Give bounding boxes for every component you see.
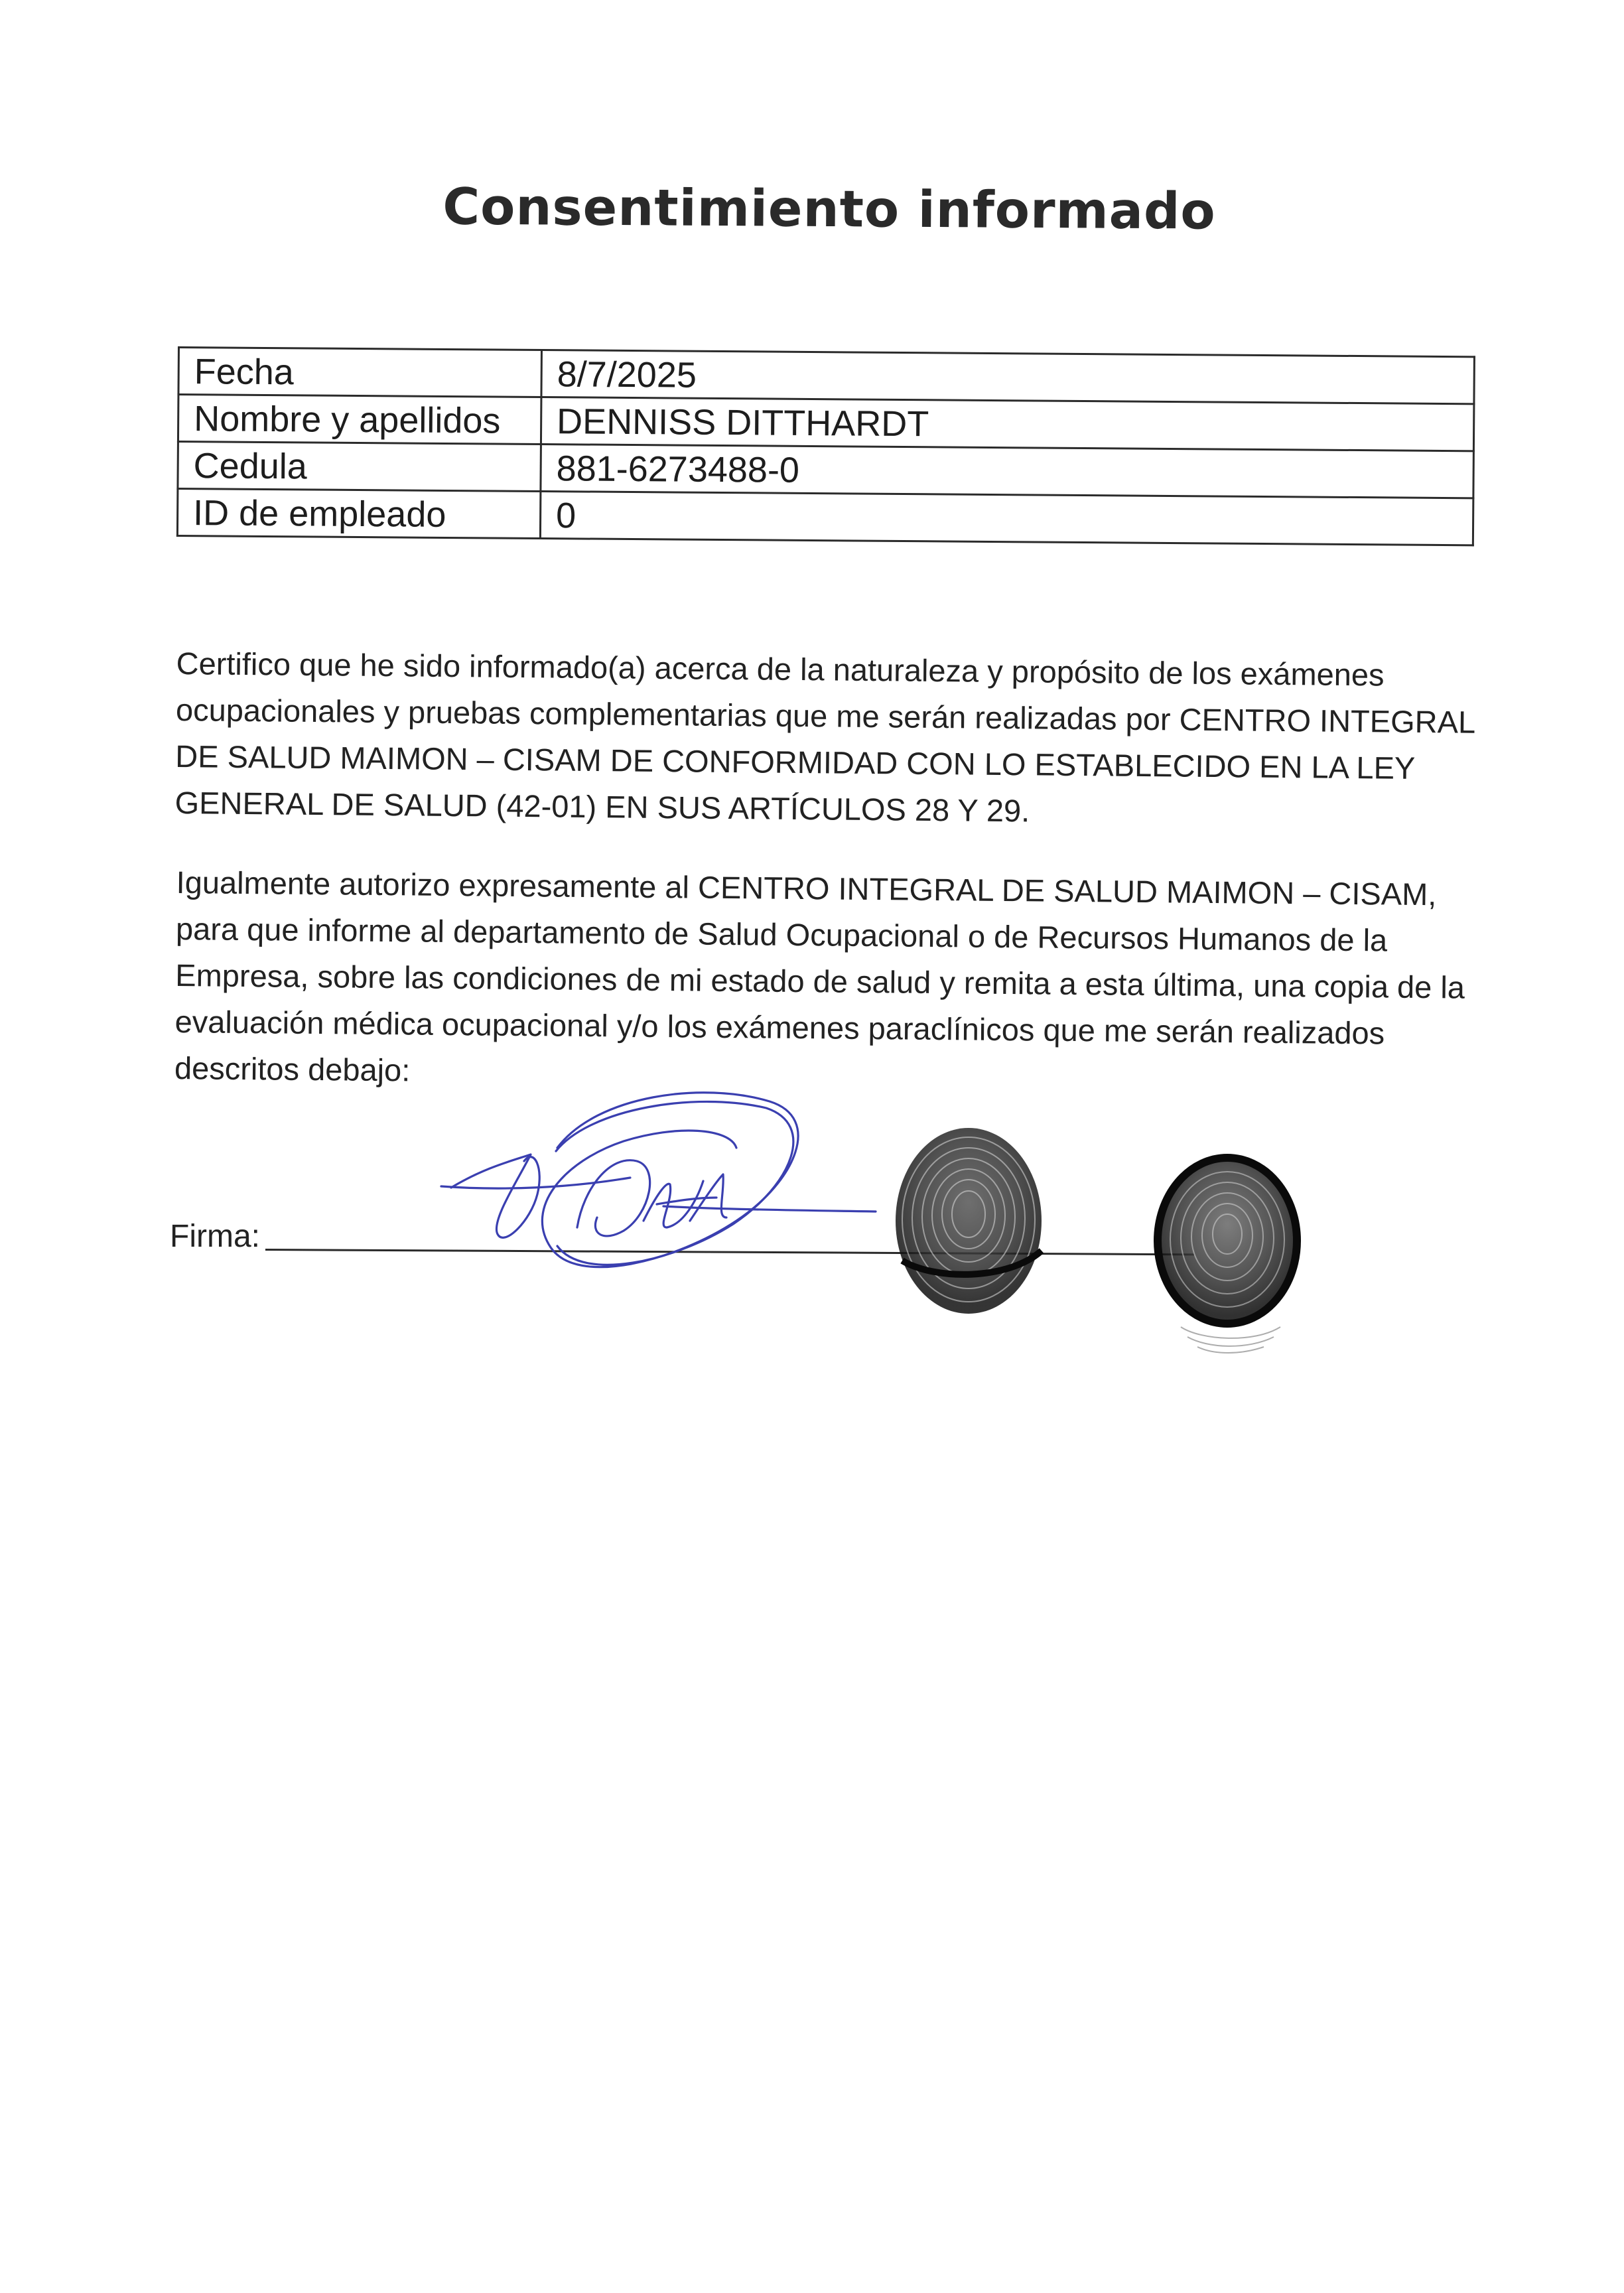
authorization-paragraph: Igualmente autorizo expresamente al CENTRO INTEGRAL DE SALUD MAIMON – CISAM, para que informe al departamento de Salud Ocupacional o de Recursos Humanos de la Empresa, sobre las condiciones de mi estado de salud y remita a esta última, una copia de la evaluación médica ocupacional y/o los exámenes paraclínicos que me serán realizados descritos debajo: (174, 864, 1465, 1088)
table-row (177, 489, 1473, 545)
id-number-label: Cedula (178, 442, 541, 492)
employee-id-label: ID de empleado (177, 489, 541, 539)
document-title: Consentimiento informado (442, 176, 1216, 241)
fingerprint-mark (1141, 1141, 1314, 1367)
fingerprint-mark (876, 1115, 1061, 1340)
patient-info-table (176, 346, 1475, 546)
name-value: DENNISS DITTHARDT (541, 397, 1473, 451)
date-value: 8/7/2025 (541, 350, 1474, 404)
employee-id-value: 0 (540, 492, 1473, 545)
name-label: Nombre y apellidos (178, 395, 541, 445)
id-number-value: 881-6273488-0 (541, 445, 1473, 498)
date-label: Fecha (178, 348, 542, 397)
handwritten-signature (425, 1068, 902, 1320)
certification-paragraph: Certifico que he sido informado(a) acerca de la naturaleza y propósito de los exámenes ocupacionales y pruebas complementarias que me serán realizadas por CENTRO INTEGRAL DE SALUD MAIMON – CISAM DE CONFORMIDAD CON LO ESTABLECIDO EN LA LEY GENERAL DE SALUD (42-01) EN SUS ARTÍCULOS 28 Y 29. (174, 645, 1475, 829)
signature-label: Firma: (170, 1219, 260, 1254)
